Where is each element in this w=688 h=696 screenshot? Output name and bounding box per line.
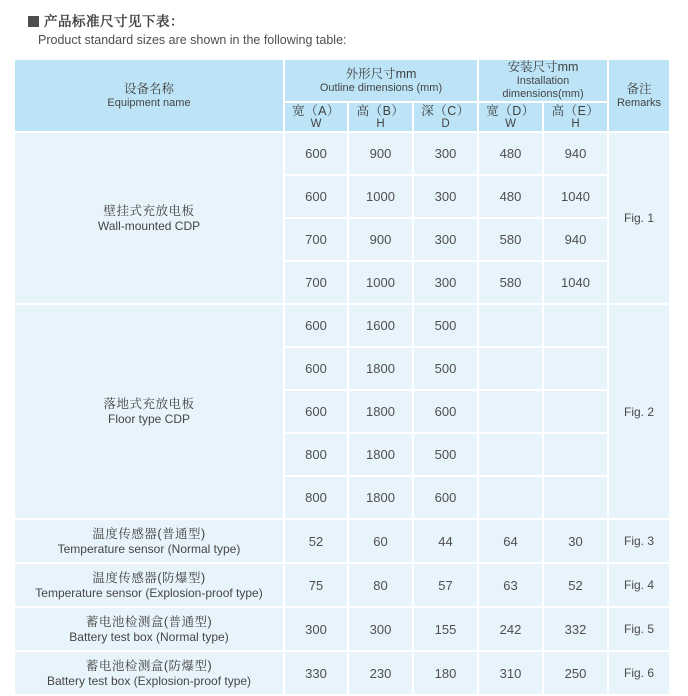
size-cell: 480 [479, 133, 542, 174]
size-cell: 600 [285, 348, 347, 389]
size-cell: 180 [414, 652, 477, 694]
page-title-en: Product standard sizes are shown in the following table: [38, 33, 347, 47]
header-col-depth-c-zh: 深（C） [421, 103, 470, 118]
size-cell: 332 [544, 608, 607, 650]
size-cell: 600 [414, 391, 477, 432]
header-col-width-a-zh: 宽（A） [292, 103, 340, 118]
header-col-width-d-zh: 宽（D） [486, 103, 535, 118]
remarks-cell: Fig. 2 [609, 305, 669, 518]
table-row [15, 652, 669, 694]
size-cell: 900 [349, 133, 412, 174]
equipment-name-zh: 落地式充放电板 [103, 397, 195, 411]
equipment-name-en: Wall-mounted CDP [97, 218, 201, 233]
size-cell: 52 [285, 520, 347, 562]
size-cell [544, 434, 607, 475]
header-installation-en: Installation dimensions(mm) [502, 75, 584, 100]
size-cell: 57 [414, 564, 477, 606]
size-cell: 480 [479, 176, 542, 217]
page-title-zh: 产品标准尺寸见下表： [44, 14, 184, 29]
size-cell: 1000 [349, 262, 412, 303]
equipment-name-cell [15, 520, 283, 562]
size-cell: 52 [544, 564, 607, 606]
product-size-table [13, 58, 671, 696]
equipment-name-zh: 壁挂式充放电板 [103, 203, 195, 218]
equipment-name-zh: 温度传感器(防爆型) [92, 570, 206, 585]
equipment-name-en: Battery test box (Normal type) [69, 629, 229, 644]
equipment-name-zh: 蓄电池检测盒(普通型) [85, 614, 213, 629]
size-cell: 300 [285, 608, 347, 650]
size-cell: 1040 [544, 176, 607, 217]
size-cell: 300 [349, 608, 412, 650]
size-cell: 242 [479, 608, 542, 650]
table-row [15, 564, 669, 606]
remarks-cell: Fig. 3 [609, 520, 669, 562]
size-cell: 500 [414, 434, 477, 475]
size-cell: 80 [349, 564, 412, 606]
header-remarks [609, 60, 669, 131]
header-col-height-b-en: H [376, 117, 385, 130]
size-cell [544, 305, 607, 346]
table-row [15, 133, 669, 174]
size-cell: 300 [414, 176, 477, 217]
size-cell: 75 [285, 564, 347, 606]
equipment-name-zh: 蓄电池检测盒(防爆型) [85, 658, 213, 673]
equipment-name-en: Temperature sensor (Explosion-proof type) [35, 585, 263, 600]
size-cell: 800 [285, 477, 347, 518]
size-cell: 1800 [349, 348, 412, 389]
equipment-name-cell [15, 564, 283, 606]
size-cell [544, 391, 607, 432]
header-col-width-a [285, 103, 347, 131]
size-cell: 580 [479, 262, 542, 303]
size-cell: 30 [544, 520, 607, 562]
size-cell: 940 [544, 133, 607, 174]
header-col-height-e-zh: 高（E） [551, 103, 600, 118]
title-row [28, 13, 688, 30]
header-installation-zh: 安装尺寸mm [507, 60, 579, 74]
size-cell: 300 [414, 133, 477, 174]
size-cell: 700 [285, 219, 347, 260]
header-col-width-d-en: W [505, 117, 516, 130]
size-cell: 500 [414, 305, 477, 346]
size-cell: 155 [414, 608, 477, 650]
size-cell: 600 [285, 305, 347, 346]
header-outline-en: Outline dimensions (mm) [319, 81, 443, 94]
table-row [15, 608, 669, 650]
size-cell: 1800 [349, 391, 412, 432]
size-cell: 300 [414, 262, 477, 303]
remarks-cell: Fig. 1 [609, 133, 669, 303]
table-row [15, 305, 669, 346]
size-cell: 580 [479, 219, 542, 260]
size-cell: 1800 [349, 477, 412, 518]
table-row [15, 520, 669, 562]
equipment-name-en: Temperature sensor (Normal type) [57, 541, 241, 556]
header-remarks-en: Remarks [616, 96, 661, 109]
header-col-height-b-zh: 高（B） [356, 103, 405, 118]
header-col-height-e [544, 103, 607, 131]
header-col-depth-c [414, 103, 477, 131]
size-cell: 800 [285, 434, 347, 475]
remarks-cell: Fig. 5 [609, 608, 669, 650]
size-cell: 1600 [349, 305, 412, 346]
size-cell [479, 434, 542, 475]
size-cell: 1800 [349, 434, 412, 475]
header-col-width-d [479, 103, 542, 131]
size-cell: 600 [285, 133, 347, 174]
header-equipment [15, 60, 283, 131]
remarks-cell: Fig. 6 [609, 652, 669, 694]
header-col-height-b [349, 103, 412, 131]
size-cell: 600 [414, 477, 477, 518]
size-cell [479, 348, 542, 389]
size-cell [479, 305, 542, 346]
header-remarks-zh: 备注 [626, 81, 652, 96]
size-cell: 600 [285, 176, 347, 217]
header-col-height-e-en: H [571, 117, 580, 130]
size-cell [479, 391, 542, 432]
size-cell: 230 [349, 652, 412, 694]
equipment-name-cell [15, 608, 283, 650]
size-cell: 63 [479, 564, 542, 606]
header-equipment-en: Equipment name [107, 96, 191, 109]
size-cell: 64 [479, 520, 542, 562]
size-cell [479, 477, 542, 518]
size-cell: 700 [285, 262, 347, 303]
size-cell: 300 [414, 219, 477, 260]
equipment-name-zh: 温度传感器(普通型) [92, 526, 206, 541]
header-col-depth-c-en: D [441, 117, 450, 130]
header-equipment-zh: 设备名称 [123, 81, 174, 96]
equipment-name-cell [15, 652, 283, 694]
size-cell: 250 [544, 652, 607, 694]
remarks-cell: Fig. 4 [609, 564, 669, 606]
size-cell: 1040 [544, 262, 607, 303]
page-title-block [0, 0, 688, 48]
size-cell: 500 [414, 348, 477, 389]
size-cell [544, 348, 607, 389]
size-cell: 600 [285, 391, 347, 432]
header-outline-zh: 外形尺寸mm [345, 66, 417, 81]
equipment-name-cell [15, 305, 283, 518]
size-cell: 44 [414, 520, 477, 562]
equipment-name-en: Floor type CDP [107, 412, 191, 426]
equipment-name-cell [15, 133, 283, 303]
size-cell [544, 477, 607, 518]
size-cell: 900 [349, 219, 412, 260]
header-col-width-a-en: W [310, 117, 322, 130]
header-outline-group [285, 60, 477, 101]
equipment-name-en: Battery test box (Explosion-proof type) [46, 673, 252, 688]
size-cell: 310 [479, 652, 542, 694]
size-cell: 330 [285, 652, 347, 694]
size-cell: 1000 [349, 176, 412, 217]
size-cell: 940 [544, 219, 607, 260]
size-cell: 60 [349, 520, 412, 562]
square-bullet-icon [28, 16, 39, 27]
header-installation-group [479, 60, 607, 101]
